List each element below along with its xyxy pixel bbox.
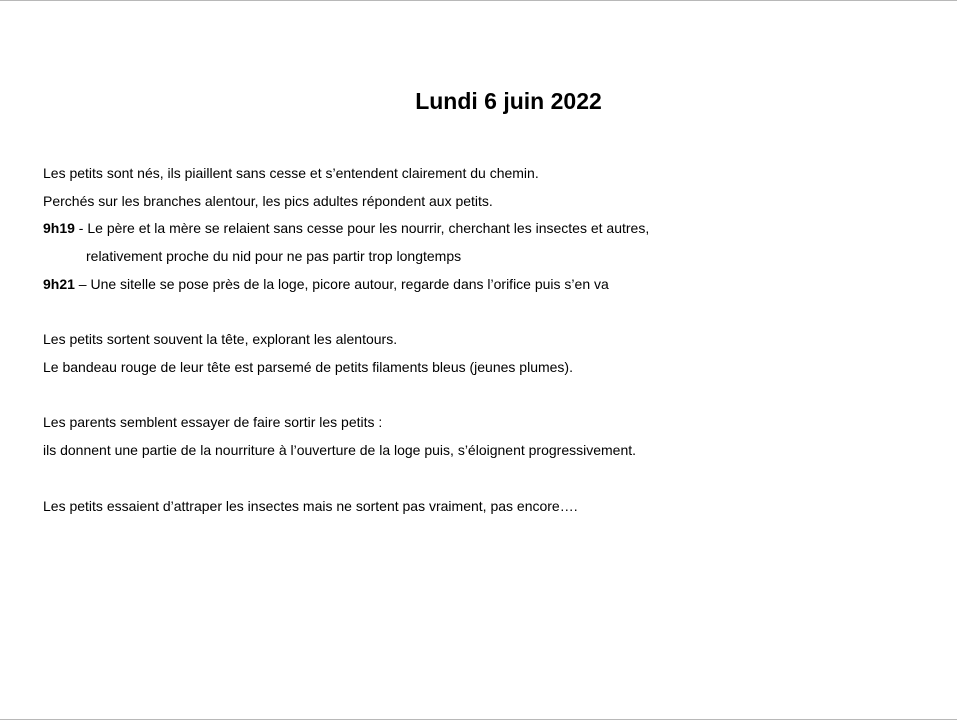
line-text: Les petits sont nés, ils piaillent sans cesse et s’entendent clairement du chemin. (43, 165, 539, 181)
line-text: Les petits essaient d’attraper les insectes mais ne sortent pas vraiment, pas encore…. (43, 498, 578, 514)
entry-time: 9h21 (43, 276, 75, 292)
entry-time: 9h19 (43, 220, 75, 236)
line-text: Perchés sur les branches alentour, les pics adultes répondent aux petits. (43, 193, 493, 209)
text-line (43, 413, 382, 431)
line-text: relativement proche du nid pour ne pas partir trop longtemps (86, 248, 462, 264)
line-text: - Le père et la mère se relaient sans cesse pour les nourrir, cherchant les insectes et autres, (74, 220, 650, 236)
line-text: – Une sitelle se pose près de la loge, picore autour, regarde dans l’orifice puis s’en va (74, 276, 609, 292)
text-line (43, 358, 573, 376)
text-line (43, 330, 397, 348)
text-line (43, 441, 636, 459)
text-line-indented (86, 247, 461, 265)
text-line (43, 192, 493, 210)
line-text: Le bandeau rouge de leur tête est parsemé de petits filaments bleus (jeunes plumes). (43, 359, 573, 375)
line-text: ils donnent une partie de la nourriture à l’ouverture de la loge puis, s’éloignent progressivement. (43, 442, 637, 458)
timed-entry-line (43, 275, 609, 293)
text-line (43, 497, 578, 515)
line-text: Les petits sortent souvent la tête, explorant les alentours. (43, 331, 398, 347)
line-text: Les parents semblent essayer de faire sortir les petits : (43, 414, 383, 430)
text-line (43, 164, 539, 182)
page-title: Lundi 6 juin 2022 (415, 88, 602, 114)
timed-entry-line (43, 219, 649, 237)
